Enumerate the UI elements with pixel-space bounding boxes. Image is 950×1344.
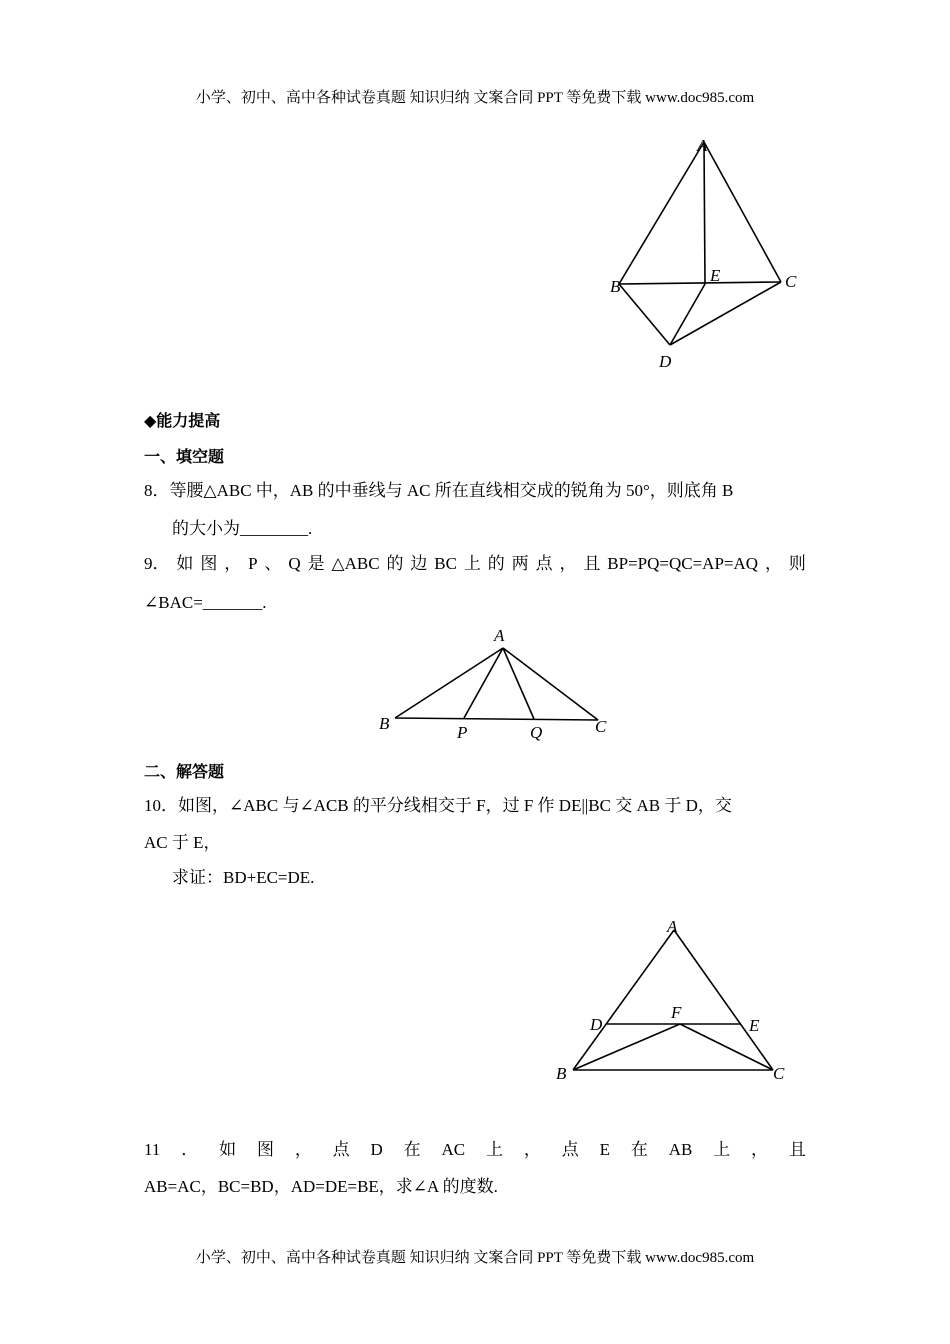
q11-word: 如 (219, 1140, 237, 1159)
q11-word: 图 (256, 1140, 274, 1159)
q9-word: 9． (144, 554, 170, 573)
q11-word: 且 (788, 1140, 806, 1159)
fig3-line-ac (674, 930, 773, 1070)
fig1-label-b: B (610, 277, 621, 296)
fig2-line-ac (503, 648, 598, 720)
fig3-label-d: D (590, 1015, 603, 1034)
fig3-label-a: A (667, 917, 678, 936)
q9-line1 (144, 553, 806, 575)
q11-word: AC (441, 1140, 466, 1159)
fig1-line-bc (619, 282, 781, 284)
q11-word: ． (181, 1140, 199, 1159)
q9-word: 两 (511, 554, 529, 573)
fig1-label-c: C (785, 272, 797, 291)
figure-1-diagram (600, 130, 810, 375)
fig2-label-c: C (595, 717, 607, 736)
q8-line1: 8．等腰△ABC 中，AB 的中垂线与 AC 所在直线相交成的锐角为 50°，则底角 B (144, 481, 734, 500)
q11-word: D (370, 1140, 383, 1159)
fig2-line-ab (395, 648, 503, 718)
fig1-line-ab (619, 142, 704, 284)
q11-line2: AB=AC，BC=BD，AD=DE=BE，求∠A 的度数. (144, 1177, 498, 1196)
fig2-line-aq (503, 648, 534, 719)
q11-word: 在 (403, 1140, 421, 1159)
fig1-label-a: A (697, 136, 708, 155)
page-footer: 小学、初中、高中各种试卷真题 知识归纳 文案合同 PPT 等免费下载 www.doc985.com (195, 1250, 755, 1266)
q11-word: 点 (332, 1140, 350, 1159)
q9-word: 则 (788, 554, 806, 573)
q9-line2: ∠BAC=_______. (144, 593, 267, 612)
q11-word: 上 (713, 1140, 731, 1159)
q11-word: 在 (630, 1140, 648, 1159)
fig1-line-cd (670, 282, 781, 345)
fig2-label-a: A (494, 626, 505, 645)
q9-word: BC (434, 554, 457, 573)
q9-word: 、 (264, 554, 282, 573)
fig1-line-ae (704, 142, 705, 284)
fig2-label-p: P (457, 723, 468, 742)
fig1-line-bd (619, 284, 670, 345)
q11-word: AB (668, 1140, 693, 1159)
fig1-label-d: D (659, 352, 672, 371)
fig1-label-e: E (710, 266, 721, 285)
section-solve: 二、解答题 (144, 762, 225, 781)
q9-word: Q (288, 554, 301, 573)
fig3-label-c: C (773, 1064, 785, 1083)
q11-word: 11 (144, 1140, 161, 1159)
q11-word: E (599, 1140, 610, 1159)
fig2-label-q: Q (530, 723, 543, 742)
q9-word: 点 (535, 554, 553, 573)
q9-word: 且 (583, 554, 601, 573)
fig2-label-b: B (379, 714, 390, 733)
q11-word: 点 (561, 1140, 579, 1159)
fig3-label-e: E (749, 1016, 760, 1035)
fig2-line-ap (464, 648, 503, 718)
fig2-line-bc (395, 718, 598, 720)
q9-word: BP=PQ=QC=AP=AQ (607, 554, 759, 573)
fig1-line-ac (704, 142, 781, 282)
q9-word: 上 (463, 554, 481, 573)
q11-word: ， (523, 1140, 541, 1159)
q10-line3: 求证：BD+EC=DE. (172, 868, 315, 887)
q9-word: 如 (176, 554, 194, 573)
q11-line1 (144, 1139, 806, 1161)
q11-word: 上 (486, 1140, 504, 1159)
figure-3-diagram (548, 910, 793, 1090)
q9-word: 边 (410, 554, 428, 573)
q9-word: ， (764, 554, 782, 573)
q9-word: 的 (386, 554, 404, 573)
section-fill-blank: 一、填空题 (144, 447, 225, 466)
q11-word: ， (751, 1140, 769, 1159)
q10-line2: AC 于 E， (144, 833, 221, 852)
q11-word: ， (294, 1140, 312, 1159)
q9-word: 的 (487, 554, 505, 573)
fig3-label-f: F (671, 1003, 682, 1022)
q9-word: 图 (200, 554, 218, 573)
q9-word: △ABC (331, 554, 380, 573)
q9-word: 是 (307, 554, 325, 573)
section-ability: ◆能力提高 (144, 411, 221, 430)
page-header: 小学、初中、高中各种试卷真题 知识归纳 文案合同 PPT 等免费下载 www.doc985.com (195, 90, 755, 106)
q9-word: P (248, 554, 258, 573)
q9-word: ， (559, 554, 577, 573)
q8-line2: 的大小为________. (172, 519, 313, 538)
figure-2-diagram (375, 622, 625, 747)
q9-word: ， (224, 554, 242, 573)
q10-line1: 10．如图，∠ABC 与∠ACB 的平分线相交于 F，过 F 作 DE||BC 交 AB 于 D，交 (144, 796, 732, 815)
fig3-label-b: B (556, 1064, 567, 1083)
